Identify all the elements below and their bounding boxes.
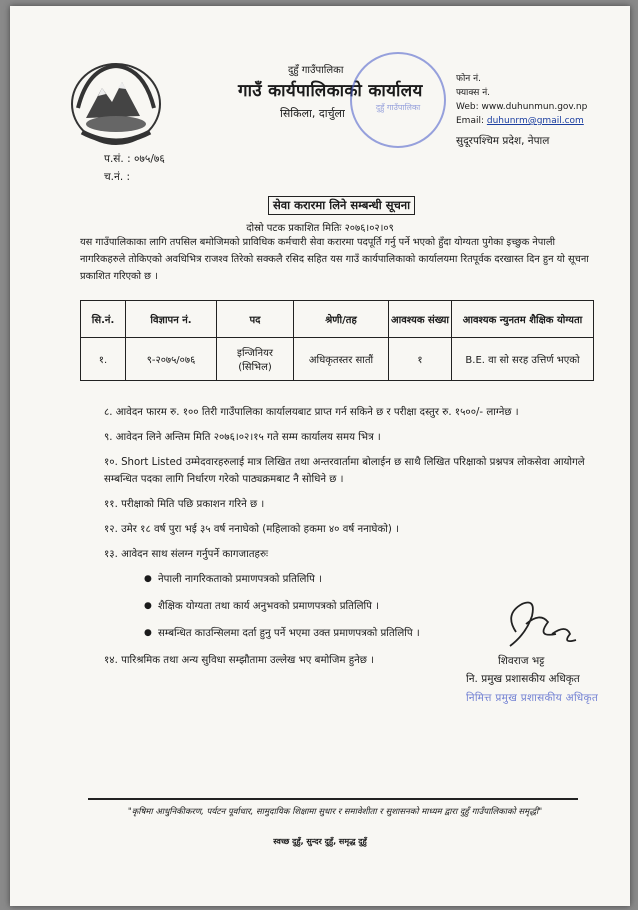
col-count: आवश्यक संख्या (389, 301, 452, 338)
col-ad-no: विज्ञापन नं. (126, 301, 217, 338)
dispatch-number: च.नं. : (104, 171, 131, 183)
table-row (81, 338, 594, 381)
fax-label: फ्याक्स नं. (456, 88, 491, 98)
footer-motto: "कृषिमा आधुनिकीकरण, पर्यटन पूर्वाधार, सामुदायिक शिक्षामा सुधार र समावेशीता र सुशासनको माध्यम द्वारा दुहुँ गाउँपालिकाको समृद्धी" (127, 807, 543, 817)
col-post: पद (217, 301, 294, 338)
signatory-title: नि. प्रमुख प्रशासकीय अधिकृत (466, 673, 580, 685)
stamp-text: दुहुँ गाउँपालिका (375, 103, 421, 112)
footer-tagline: स्वच्छ दुहुँ, सुन्दर दुहुँ, समृद्ध दुहुँ (273, 837, 367, 846)
email-row (456, 114, 587, 128)
point-10: १०. Short Listed उम्मेदवारहरुलाई मात्र लिखित तथा अन्तरवार्तामा बोलाईन छ साथै लिखित परिक्षाको प्रश्नपत्र लोकसेवा आयोगले सम्बन्धित पदका लागि निर्धारण गरेको पाठ्यक्रमबाट नै सोधिने छ । (104, 457, 585, 485)
phone-label: फोन नं. (456, 74, 481, 84)
cell-sn: १. (81, 338, 126, 381)
point-9: ९. आवेदन लिने अन्तिम मिति २०७६।०२।१५ गते सम्म कार्यालय समय भित्र । (104, 432, 381, 443)
cell-ad-no: ९-२०७५/०७६ (126, 338, 217, 381)
handwritten-signature-icon (496, 594, 586, 654)
email-link[interactable]: duhunrm@gmail.com (486, 116, 584, 126)
email-label: Email: (456, 116, 487, 126)
cell-post: इन्जिनियर (सिभिल) (217, 338, 294, 381)
web-address: Web: www.duhunmun.gov.np (456, 102, 588, 112)
office-title: गाउँ कार्यपालिकाको कार्यालय (238, 81, 423, 101)
point-14: १४. पारिश्रमिक तथा अन्य सुविधा सम्झौतामा उल्लेख भए बमोजिम हुनेछ । (104, 655, 375, 666)
point-11: ११. परीक्षाको मिति पछि प्रकाशन गरिने छ । (104, 499, 265, 510)
col-level: श्रेणी/तह (294, 301, 389, 338)
vacancy-table (80, 300, 594, 381)
province: सुदूरपश्चिम प्रदेश, नेपाल (456, 135, 550, 147)
signatory-stamp: निमित्त प्रमुख प्रशासकीय अधिकृत (466, 692, 599, 704)
nepal-emblem-icon (68, 58, 164, 146)
publish-date: दोस्रो पटक प्रकाशित मितिः २०७६।०२।०९ (246, 223, 394, 234)
cell-level: अधिकृतस्तर सातौं (294, 338, 389, 381)
col-qualification: आवश्यक न्युनतम शैक्षिक योग्यता (452, 301, 594, 338)
signatory-name: शिवराज भट्ट (498, 655, 545, 667)
municipality-name: दुहुँ गाउँपालिका (288, 65, 344, 76)
cell-count: १ (389, 338, 452, 381)
cell-qualification: B.E. वा सो सरह उत्तिर्ण भएको (452, 338, 594, 381)
col-sn: सि.नं. (81, 301, 126, 338)
list-item: ● नेपाली नागरिकताको प्रमाणपत्रको प्रतिलिपि । (144, 571, 604, 588)
notice-intro: यस गाउँपालिकाका लागि तपसिल बमोजिमको प्राविधिक कर्मचारी सेवा करारमा पदपूर्ति गर्नु पर्ने भएको हुँदा योग्यता पुगेका इच्छुक नेपाली नागरिकहरुले तोकिएको अवधिभित्र राजश्व तिरेको सक्कलै रसिद सहित यस गाउँ कार्यपालिकाको कार्यालयमा रितपूर्वक दरखास्त दिन हुन यो सूचना प्रकाशित गरिएको छ । (80, 237, 589, 282)
notice-document (10, 6, 630, 906)
list-item: ● शैक्षिक योग्यता तथा कार्य अनुभवको प्रमाणपत्रको प्रतिलिपि । (144, 598, 604, 615)
office-stamp (350, 52, 446, 148)
contact-block (456, 72, 587, 148)
table-header-row (81, 301, 594, 338)
reference-block (104, 150, 165, 186)
point-8: ८. आवेदन फारम रु. १०० तिरी गाउँपालिका कार्यालयबाट प्राप्त गर्न सकिने छ र परीक्षा दस्तुर रु. १५००/- लाग्नेछ । (104, 407, 519, 418)
point-13: १३. आवेदन साथ संलग्न गर्नुपर्ने कागजातहरुः (104, 549, 269, 560)
point-12: १२. उमेर १८ वर्ष पुरा भई ३५ वर्ष ननाघेको (महिलाको हकमा ४० वर्ष ननाघेको) । (104, 524, 399, 535)
office-location: सिकिला, दार्चुला (280, 107, 345, 120)
ref-number: प.सं. : ०७५/७६ (104, 153, 165, 165)
notice-title: सेवा करारमा लिने सम्बन्धी सूचना (268, 196, 415, 215)
list-item: ● सम्बन्धित काउन्सिलमा दर्ता हुनु पर्ने भएमा उक्त प्रमाणपत्रको प्रतिलिपि । (144, 625, 604, 642)
footer-divider (88, 798, 578, 800)
